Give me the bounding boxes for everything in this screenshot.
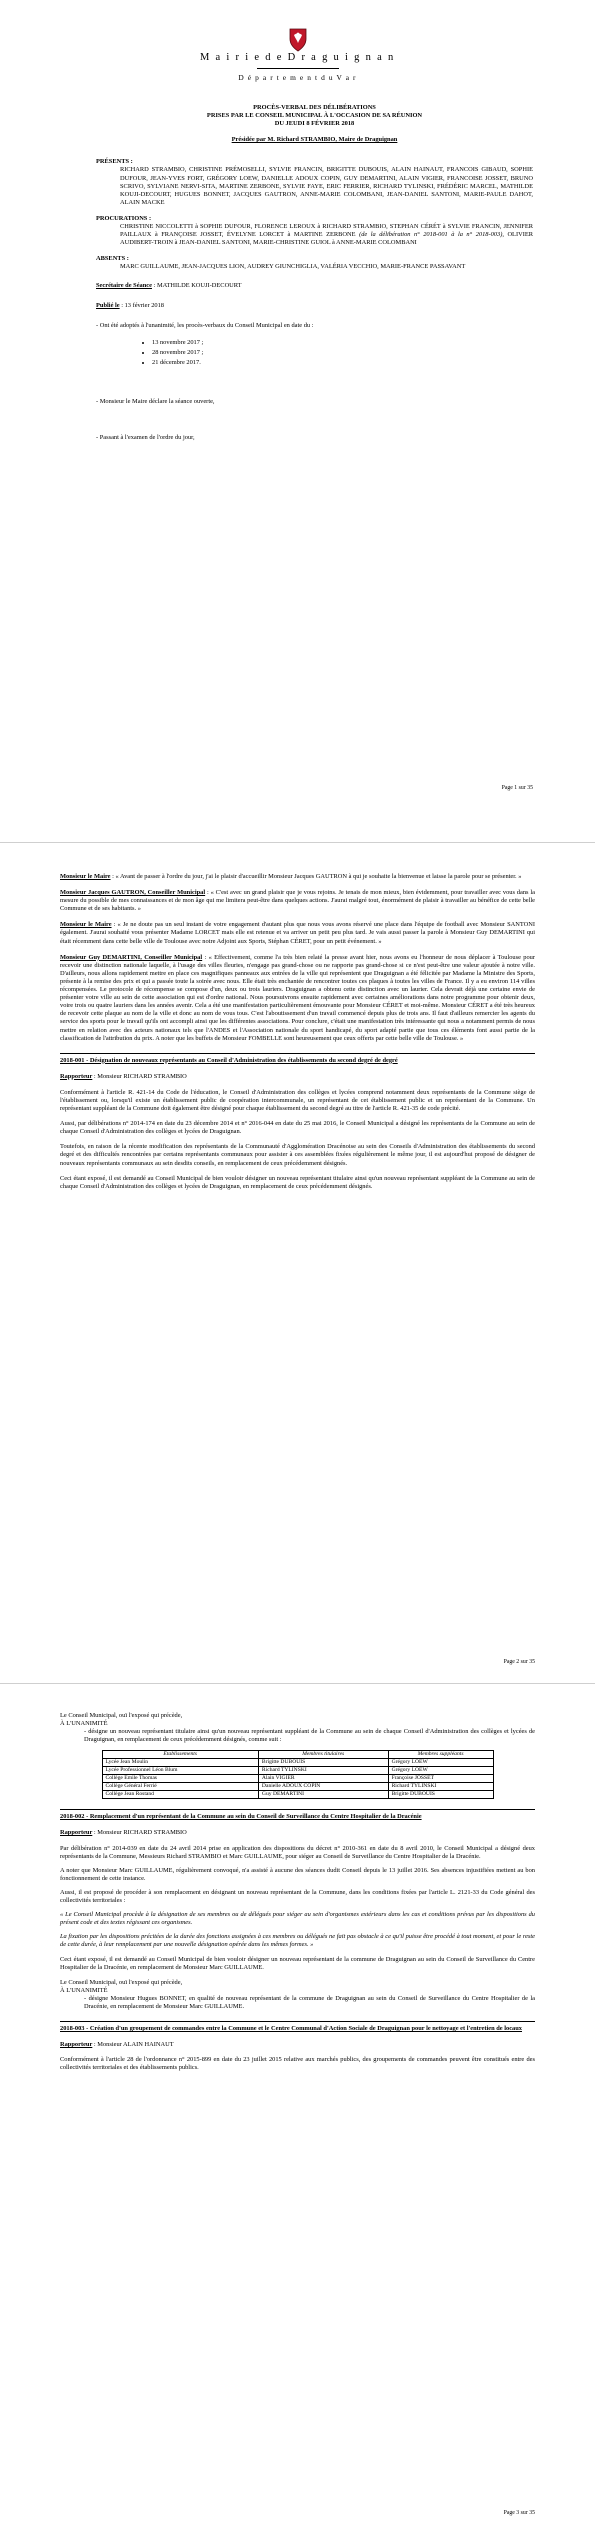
- column-header: Membres suppléants: [388, 1751, 493, 1759]
- page-number: Page 2 sur 35: [503, 1659, 535, 1665]
- presents-list: RICHARD STRAMBIO, CHRISTINE PRÉMOSELLI, SYLVIE FRANCIN, BRIGITTE DUBOUIS, ALAIN HAINAUT, FRANCOIS GIBAUD, SOPHIE DUFOUR, JEAN-YVES FORT, GRÉGORY LOEW, DANIELLE ADOUX COPIN, GUY DEMARTINI, ALAIN VIGIER, FRANCOISE JOSSET, BRUNO SCRIVO, SYLVIANE NERVI-SITA, MARTINE ZERBONE, SYLVIE FAYE, ERIC FERRIER, RICHARD TYLINSKI, FRÉDÉRIC MARCEL, MATHILDE KOUJI-DECOURT, HUGUES BONNET, JACQUES GAUTRON, ANNE-MARIE COLOMBANI, JEAN-DANIEL SANTONI, MARIE-PAULE DAHOT, ALAIN MACKE: [120, 166, 533, 206]
- secretary-label: Secrétaire de Séance: [96, 281, 152, 289]
- minutes-date: • 13 novembre 2017 ;: [152, 338, 533, 348]
- page-3-content: [60, 1712, 535, 2072]
- deliberation-paragraph: Ceci étant exposé, il est demandé au Conseil Municipal de bien vouloir désigner un nouveau représentant de la commune de Draguignan au sein du Conseil de Surveillance du Centre Hospitalier de la Dracénie, en remplacement de Monsieur Marc GUILLAUME.: [60, 1955, 535, 1971]
- speech-text: : « Je ne doute pas un seul instant de votre engagement d'autant plus que nous vous avons réservé une place dans l'équipe de football avec Monsieur SANTONI également. J'aurai souhaité vous présenter Madame LORCET mais elle est retenue et va arriver un petit peu plus tard. Je vais aussi passer la parole à Monsieur Guy DEMARTINI qui était récemment dans cette belle ville de Toulouse avec notre Adjoint aux Sports, Stéphan CÉRET, pour un petit événement. »: [60, 921, 535, 945]
- table-row: [102, 1775, 493, 1783]
- published-date: : 13 février 2018: [119, 301, 164, 309]
- minutes-dates-list: [96, 338, 533, 368]
- demartini-speech: [60, 954, 535, 1043]
- table-cell: Françoise JOSSET: [388, 1775, 493, 1783]
- page-2-content: [60, 873, 535, 1191]
- published-label: Publié le: [96, 301, 120, 309]
- representatives-table: [102, 1750, 494, 1799]
- table-row: [102, 1783, 493, 1791]
- deliberation-2018-001-title: 2018-001 - Désignation de nouveaux représentants au Conseil d'Administration des établissements du second degré de degré: [60, 1056, 398, 1064]
- table-cell: Grégory LOEW: [388, 1767, 493, 1775]
- page-2: [0, 843, 595, 1683]
- deliberation-2018-003-rapporteur: [60, 2041, 535, 2049]
- document-title-line-2: PRISES PAR LE CONSEIL MUNICIPAL À L'OCCASION DE SA RÉUNION: [206, 112, 423, 120]
- deliberation-paragraph: Conformément à l'article R. 421-14 du Code de l'éducation, le Conseil d'Administration des collèges et lycées comprend notamment deux représentants de la Commune siège de l'établissement ou, lorsqu'il existe un établissement public de coopération intercommunale, un représentant de cet établissement public et un représentant de la Commune. Un représentant suppléant de la Commune doit également être désigné pour chaque établissement du second degré au titre de l'article R. 421-35 de code précité.: [60, 1088, 535, 1113]
- rapporteur-name: : Monsieur RICHARD STRAMBIO: [92, 1829, 187, 1837]
- mayor-welcome: [60, 873, 535, 881]
- rapporteur-label: Rapporteur: [60, 2041, 93, 2049]
- council-heard: Le Conseil Municipal, ouï l'exposé qui précède,: [60, 1978, 183, 1986]
- section-divider: [60, 1809, 535, 1810]
- unanimity: À L'UNANIMITÉ: [60, 1720, 108, 1728]
- presents-label: PRÉSENTS :: [96, 158, 133, 166]
- table-cell: Danielle ADOUX COPIN: [258, 1783, 388, 1791]
- minutes-header: [96, 104, 533, 442]
- agenda-examination: - Passant à l'examen de l'ordre du jour,: [96, 433, 195, 441]
- page-3: [0, 1684, 595, 2538]
- section-divider: [60, 1053, 535, 1054]
- secretary-line: [96, 282, 533, 290]
- page-1: [0, 0, 595, 842]
- town-hall-name: M a i r i e d e D r a g u i g n a n: [199, 52, 396, 63]
- council-heard: Le Conseil Municipal, ouï l'exposé qui précède,: [60, 1712, 183, 1719]
- procurations-part-b: (de la délibération n° 2018-001 à la n° 2018-003): [359, 231, 503, 239]
- legal-quote: « Le Conseil Municipal procède à la désignation de ses membres ou de délégués pour siéger au sein d'organismes extérieurs dans les cas et conditions prévus par les dispositions du présent code et des textes régissant ces organismes.: [60, 1911, 535, 1927]
- table-cell: Guy DEMARTINI: [258, 1791, 388, 1799]
- speaker-label: Monsieur Jacques GAUTRON, Conseiller Municipal: [60, 889, 206, 897]
- gautron-speech: [60, 889, 535, 913]
- column-header: Membres titulaires: [258, 1751, 388, 1759]
- table-cell: Grégory LOEW: [388, 1759, 493, 1767]
- deliberation-2018-002-title: 2018-002 - Remplacement d'un représentant de la Commune au sein du Conseil de Surveillance du Centre Hospitalier de la Dracénie: [60, 1813, 422, 1821]
- header-divider: [257, 68, 339, 69]
- published-line: [96, 302, 533, 310]
- designation-text: - désigne Monsieur Hugues BONNET, en qualité de nouveau représentant de la commune de Draguignan au sein du Conseil de Surveillance du Centre Hospitalier de la Dracénie, en remplacement de Monsieur Marc GUILLAUME.: [84, 1994, 535, 2010]
- legal-quote: La fixation par les dispositions précitées de la durée des fonctions assignées à ces membres ou délégués ne fait pas obstacle à ce qu'il puisse être procédé à tout moment, et pour le reste de cette durée, à leur remplacement par une nouvelle désignation opérée dans les mêmes formes. »: [60, 1933, 535, 1949]
- deliberation-paragraph: A noter que Monsieur Marc GUILLAUME, régulièrement convoqué, n'a assisté à aucune des séances dudit Conseil depuis le 13 juillet 2016. Ses absences injustifiées mettent au bon fonctionnement de cette instance.: [60, 1866, 535, 1882]
- procurations-list: [96, 223, 533, 247]
- city-coat-of-arms-icon: [287, 26, 309, 52]
- page-number: Page 1 sur 35: [501, 785, 533, 791]
- adopted-minutes: - Ont été adoptés à l'unanimité, les procès-verbaux du Conseil Municipal en date du :: [96, 321, 314, 329]
- document-title-line-1: PROCÈS-VERBAL DES DÉLIBÉRATIONS: [253, 104, 376, 111]
- procurations-part-c: , OLIVIER AUDIBERT-TROIN à JEAN-DANIEL SANTONI, MARIE-CHRISTINE GUIOL à ANNE-MARIE COLOMBANI: [120, 231, 533, 247]
- rapporteur-name: : Monsieur ALAIN HAINAUT: [92, 2041, 174, 2049]
- deliberation-paragraph: Aussi, il est proposé de procéder à son remplacement en désignant un nouveau représentant de la Commune, dans les conditions fixées par l'article L. 2121-33 du Code général des collectivités territoriales :: [60, 1888, 535, 1905]
- speaker-label: Monsieur le Maire: [60, 921, 112, 929]
- table-cell: Alain VIGIER: [258, 1775, 388, 1783]
- section-divider: [60, 2021, 535, 2022]
- minutes-date: • 28 novembre 2017 ;: [152, 348, 533, 358]
- rapporteur-name: : Monsieur RICHARD STRAMBIO: [92, 1072, 187, 1080]
- secretary-name: : MATHILDE KOUJI-DECOURT: [151, 281, 242, 289]
- absents-label: ABSENTS :: [96, 255, 129, 263]
- table-cell: Collège Jean Rostand: [102, 1791, 258, 1799]
- absents-list: MARC GUILLAUME, JEAN-JACQUES LION, AUDREY GIUNCHIGLIA, VALÉRIA VECCHIO, MARIE-FRANCE PASSAVANT: [120, 263, 466, 271]
- table-row: [102, 1767, 493, 1775]
- speech-text: : « C'est avec un grand plaisir que je vous rejoins. Je tenais de mon mieux, bien évidemment, pour travailler avec vous dans la mesure du possible de mes connaissances et de mon âge qui me limitera peut-être dans quelques actions. J'aurai malgré tout, énormément de plaisir à travailler au bénéfice de cette belle Commune et de ses habitants. »: [60, 889, 535, 913]
- procurations-part-a: CHRISTINE NICCOLETTI à SOPHIE DUFOUR, FLORENCE LEROUX à RICHARD STRAMBIO, STEPHAN CÉRÉT à SYLVIE FRANCIN, JENNIFER PAILLAUX à FRANÇOISE JOSSET, ÉVELYNE LORCET à MARTINE ZERBONE: [120, 223, 533, 239]
- table-row: [102, 1791, 493, 1799]
- table-header-row: [102, 1751, 493, 1759]
- table-cell: Collège Général Ferrié: [102, 1783, 258, 1791]
- table-cell: Richard TYLINSKI: [388, 1783, 493, 1791]
- deliberation-paragraph: Par délibération n° 2014-039 en date du 24 avril 2014 prise en application des dispositions du décret n° 2010-361 en date du 8 avril 2010, le Conseil Municipal a désigné deux représentants de la Commune, Messieurs Richard STRAMBIO et Marc GUILLAUME, pour siéger au Conseil de Surveillance du Centre Hospitalier de la Dracénie.: [60, 1844, 535, 1860]
- deliberation-paragraph: Aussi, par délibérations n° 2014-174 en date du 23 décembre 2014 et n° 2016-044 en date du 25 mai 2016, le Conseil Municipal a désigné les représentants de la Commune au sein de chaque Conseil d'Administration des collèges et lycées de Draguignan.: [60, 1120, 535, 1136]
- rapporteur-label: Rapporteur: [60, 1072, 93, 1080]
- table-cell: Collège Emile Thomas: [102, 1775, 258, 1783]
- speech-text: : « Effectivement, comme l'a très bien relaté la presse avant hier, nous avons eu l'honneur de nous déplacer à Toulouse pour recevoir une distinction nationale laquelle, à l'usage des villes fleuries, n'engage pas grand-chose ou ne rapporte pas grand-chose si ce n'est peut-être une valeur ajoutée à notre ville. D'ailleurs, nous allons rapidement mettre en place ces magnifiques panneaux aux entrées de la ville qui représentent que Draguignan a été félicitée par Madame la Ministre des Sports, présente à la remise des prix et qui a passée toute la soirée avec nous. Elle était très enchantée de rencontrer toutes ces plaques à toutes les villes de France. Il y a eu environ 114 villes récompensées. Le protocole de récompense se compose d'un, deux ou trois lauriers. Draguignan a obtenu cette distinction avec un laurier. Cela devrait déjà une certaine envie de présenter votre ville au sein de cette association qui est d'ordre national. Nous poursuivrons ensuite rapidement avec certaines améliorations dans notre programme pour obtenir deux, voire trois ou quatre lauriers dans les années avenir. Cela a été une manifestation particulièrement émouvante pour Monsieur CÉRET et moi-même. Monsieur CÉRET a été très heureux de recevoir cette plaque au nom de la ville et donc au nom de vous tous. C'est l'aboutissement d'un travail commencé depuis plus de trois ans. Il faut d'ailleurs remercier les agents du service des sports pour le travail qu'ils ont accompli ainsi que les différentes associations. Pour conclure, c'était une manifestation très intéressante qui nous a notamment permis de nous mettre en relation avec des acteurs nationaux tels que l'ANDES et l'Association nationale du sport handicapé, du sport adapté partie que tous ces éléments font aussi partie de la classification de l'attribution du prix. A noter que les buffets de Monsieur FOMBELLE sont heureusement que ceux offerts par cette belle ville de Toulouse. »: [60, 953, 535, 1042]
- presided-by: Présidée par M. Richard STRAMBIO, Maire de Draguignan: [231, 136, 398, 144]
- deliberation-2018-002-rapporteur: [60, 1829, 535, 1837]
- procurations-label: PROCURATIONS :: [96, 214, 152, 222]
- table-row: [102, 1759, 493, 1767]
- document-title-line-3: DU JEUDI 8 FÉVRIER 2018: [274, 120, 355, 128]
- speech-text: : « Avant de passer à l'ordre du jour, j'ai le plaisir d'accueillir Monsieur Jacques GAUTRON à qui je souhaite la bienvenue et laisse la parole pour se présenter. »: [110, 873, 522, 880]
- deliberation-paragraph: Conformément à l'article 28 de l'ordonnance n° 2015-899 en date du 23 juillet 2015 relative aux marchés publics, des groupements de commandes peuvent être constitués entre des collectivités territoriales et des établissements publics.: [60, 2056, 535, 2072]
- designation-text: - désigne un nouveau représentant titulaire ainsi qu'un nouveau représentant suppléant de la Commune au sein de chaque Conseil d'Administration des collèges et lycées de Draguignan, en remplacement de ceux précédemment désignés, comme suit :: [84, 1728, 535, 1744]
- table-cell: Brigitte DUBOUIS: [388, 1791, 493, 1799]
- deliberation-paragraph: Ceci étant exposé, il est demandé au Conseil Municipal de bien vouloir désigner un nouveau représentant titulaire ainsi qu'un nouveau représentant suppléant de la Commune au sein de chaque Conseil d'Administration des collèges et lycées de Draguignan, en remplacement de ceux précédemment désignés.: [60, 1174, 535, 1190]
- session-opened: - Monsieur le Maire déclare la séance ouverte,: [96, 397, 215, 405]
- table-cell: Lycée Professionnel Léon Blum: [102, 1767, 258, 1775]
- deliberation-2018-001-rapporteur: [60, 1073, 535, 1081]
- table-cell: Lycée Jean Moulin: [102, 1759, 258, 1767]
- speaker-label: Monsieur Guy DEMARTINI, Conseiller Municipal: [60, 953, 203, 961]
- deliberation-paragraph: Toutefois, en raison de la récente modification des représentants de la Communauté d'Agglomération Dracénoise au sein des Conseils d'Administration des établissements du second degré et des difficultés rencontrées par certains représentants communaux pour assister à ces assemblées fixées régulièrement le même jour, il est aujourd'hui proposé de désigner de nouveaux représentants communaux au sein desdits conseils, en remplacement de ceux précédemment désignés.: [60, 1143, 535, 1167]
- speaker-label: Monsieur le Maire: [60, 873, 111, 880]
- column-header: Établissements: [102, 1751, 258, 1759]
- unanimity: À L'UNANIMITÉ: [60, 1986, 108, 1994]
- page-number: Page 3 sur 35: [503, 2510, 535, 2516]
- rapporteur-label: Rapporteur: [60, 1829, 93, 1837]
- minutes-date: • 21 décembre 2017.: [152, 358, 533, 368]
- department-name: D é p a r t e m e n t d u V a r: [238, 73, 357, 82]
- deliberation-2018-003-title: 2018-003 - Création d'un groupement de commandes entre la Commune et le Centre Communal d'Action Sociale de Draguignan pour le nettoyage et l'entretien de locaux: [60, 2025, 522, 2033]
- table-cell: Richard TYLINSKI: [258, 1767, 388, 1775]
- table-cell: Brigitte DUBOUIS: [258, 1759, 388, 1767]
- mayor-reply: [60, 921, 535, 945]
